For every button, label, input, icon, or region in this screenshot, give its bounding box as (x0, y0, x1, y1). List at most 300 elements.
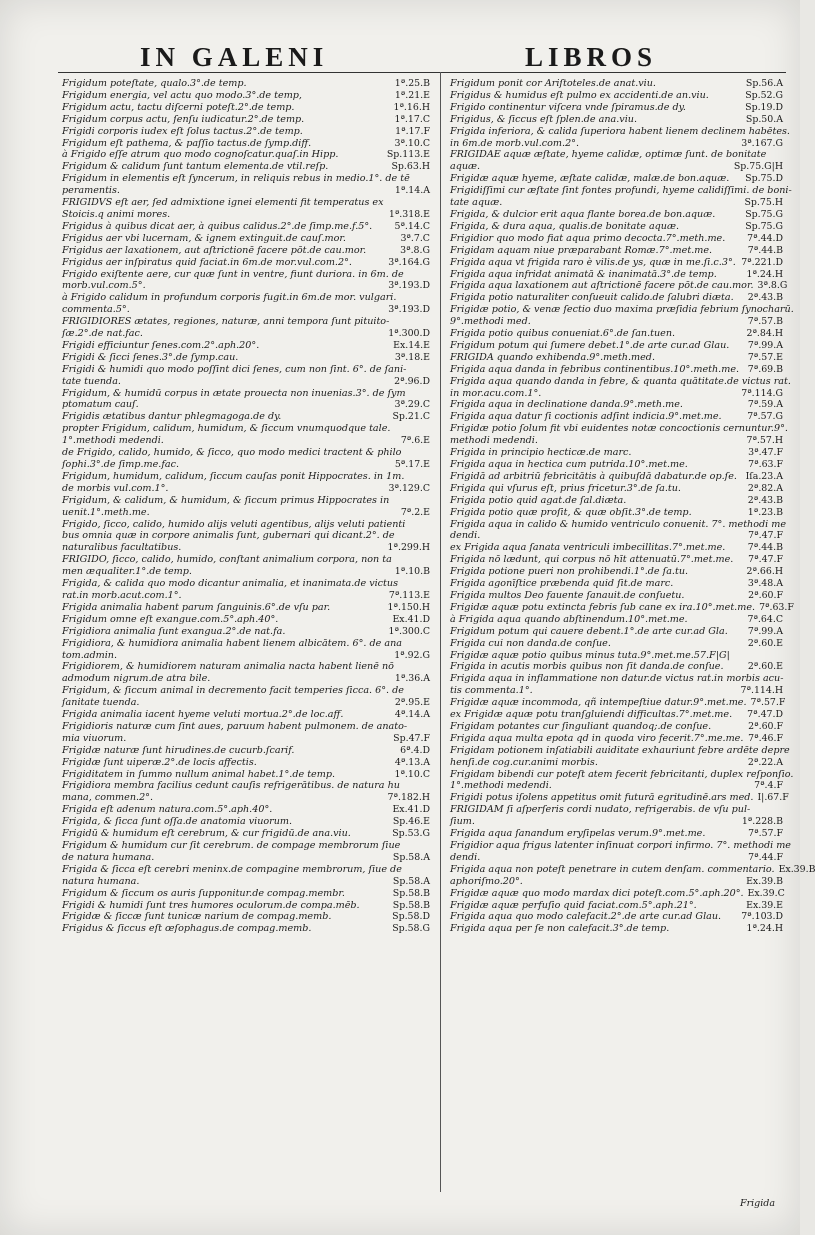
index-entry (450, 661, 783, 673)
entry-text: Frigida potio naturaliter conſueuit calido.de ſalubri diæta. (450, 292, 734, 304)
entry-text: Frigida aqua datur ſi coctionis adſint indicia.9°.met.me. (450, 411, 722, 423)
entry-text: Frigidam bibendi cur poteſt atem fecerit febricitanti, duplex reſponſio. (450, 768, 794, 780)
entry-text: tate tuenda. (62, 375, 121, 387)
entry-reference: Sp.75.G|H (733, 161, 783, 173)
index-entry (450, 114, 783, 126)
index-entry (62, 650, 430, 662)
index-entry (62, 221, 430, 233)
index-entry (62, 197, 430, 209)
index-entry (62, 149, 430, 161)
entry-text: FRIGIDAM ſi aſperſeris cordi nudato, refrigerabis. de vſu pul- (450, 804, 751, 816)
entry-text: Frigidū & humidum eſt cerebrum, & cur frigidū.de ana.viu. (62, 828, 351, 840)
entry-text: Frigidi & humidi quo modo poſſint dici ſenes, cum non ſint. 6°. de ſani- (62, 363, 407, 375)
entry-text: peramentis. (62, 185, 120, 197)
index-entry (62, 828, 430, 840)
index-entry (62, 209, 430, 221)
entry-text: Frigida, & dura aqua, qualis.de bonitate aquæ. (450, 220, 680, 232)
index-entry (450, 185, 792, 197)
entry-text: Frigida multos Deo fauente ſanauit.de conſuetu. (450, 589, 685, 601)
entry-reference: 2ª.96.D (394, 375, 430, 387)
index-entry (62, 709, 430, 721)
entry-text: Frigidæ aquæ incommoda, qñ intempeſtiue datur.9°.met.me. (450, 697, 747, 709)
index-entry (450, 423, 788, 435)
index-entry (450, 733, 783, 745)
entry-text: men æqualiter.1°.de temp. (62, 566, 192, 578)
entry-text: Frigida animalia iacent hyeme veluti mortua.2°.de loc.aff. (62, 709, 344, 721)
index-entry (450, 269, 783, 281)
entry-reference: Sp.46.E (392, 816, 430, 828)
index-entry (62, 257, 430, 269)
entry-text: Frigidioris naturæ cum ſint aues, paruum habent pulmonem. de anato- (62, 720, 408, 732)
entry-reference: 2ª.60.E (747, 637, 783, 649)
index-entry (62, 495, 430, 507)
entry-reference: 7ª.57.F (750, 697, 786, 709)
index-entry (450, 614, 783, 626)
entry-text: Frigidum corpus actu, ſenſu iudicatur.2°.de temp. (62, 113, 305, 125)
index-entry (62, 459, 430, 471)
index-entry (62, 590, 430, 602)
entry-text: dendi. (450, 530, 481, 542)
entry-text: Frigidis ætatibus dantur phlegmagoga.de dy. (62, 411, 282, 423)
entry-text: Frigida aqua non poteſt penetrare in cutem denſam. commentario. (450, 863, 775, 875)
entry-reference: 1ª.17.F (395, 125, 430, 137)
entry-text: Frigidus aer vbi lucernam, & ignem extinguit.de cauſ.mor. (62, 232, 346, 244)
index-entry (62, 614, 430, 626)
entry-reference: 3ª.193.D (388, 280, 430, 292)
entry-text: Frigida aqua in inflammatione non datur.de victus rat.in morbis acu- (450, 673, 784, 685)
index-entry (450, 173, 783, 185)
entry-reference: 1ª.92.G (394, 649, 430, 661)
entry-reference: 1ª.300.C (388, 625, 430, 637)
entry-reference: 2ª.95.E (394, 697, 430, 709)
entry-text: Frigida & ſicca eſt cerebri meninx.de compagine membrorum, ſiue de (62, 863, 402, 875)
entry-reference: 4ª.14.A (394, 709, 430, 721)
index-entry (62, 435, 430, 447)
entry-text: Frigidam aquam niue præparabant Romæ.7°.met.me. (450, 244, 713, 256)
entry-text: Frigida, & calida quo modo dicantur animalia, et inanimata.de victus (62, 578, 399, 590)
entry-text: Frigida potio quid agat.de ſal.diæta. (450, 494, 627, 506)
index-entry (450, 792, 789, 804)
entry-reference: Sp.58.A (392, 851, 430, 863)
index-entry (62, 483, 430, 495)
entry-reference: 7ª.221.D (741, 256, 783, 268)
entry-reference: 2ª.84.H (746, 328, 783, 340)
entry-reference: 7ª.6.E (400, 435, 430, 447)
entry-reference: 1ª.10.B (394, 566, 430, 578)
entry-reference: 3ª.7.C (400, 232, 430, 244)
index-entry (62, 185, 430, 197)
entry-text: Frigidus, & ſiccus eſt ſplen.de ana.viu. (450, 113, 638, 125)
entry-reference: Ex.39.B (778, 863, 815, 875)
entry-text: ſophi.3°.de ſimp.me.fac. (62, 459, 180, 470)
index-entry (450, 138, 783, 150)
running-head-left: IN GALENI (140, 42, 329, 72)
entry-reference: 3ª.129.C (388, 482, 430, 494)
entry-text: Frigida aqua quando danda in febre, & quanta quātitate.de victus rat. (450, 375, 791, 387)
entry-text: FRIGIDVS eſt aer, ſed admixtione ignei elementi fit temperatus ex (62, 197, 384, 209)
entry-reference: 7ª.69.B (747, 363, 783, 375)
running-head-right: LIBROS (525, 42, 658, 72)
entry-text: 1°.methodi medendi. (450, 780, 552, 792)
entry-reference: Sp.19.D (745, 101, 783, 113)
entry-reference: Sp.58.D (392, 911, 430, 923)
index-entry (62, 923, 430, 935)
entry-reference: Sp.113.E (386, 149, 430, 161)
entry-text: Frigidum eſt pathema, & paſſio tactus.de ſymp.diff. (62, 137, 312, 149)
entry-text: Frigidum potum qui ſumere debet.1°.de arte cur.ad Glau. (450, 339, 730, 351)
index-entry (62, 578, 430, 590)
index-entry (62, 340, 430, 352)
index-entry (62, 888, 430, 900)
entry-text: Frigidæ potio, & venæ ſectio duo maxima præſidia febrium ſynocharū. (450, 304, 794, 316)
entry-text: uenit.1°.meth.me. (62, 506, 150, 518)
entry-text: FRIGIDO, ſicco, calido, humido, conſtant animalium corpora, non ta (62, 554, 392, 566)
entry-text: 9°.methodi med. (450, 316, 531, 328)
index-entry (62, 697, 430, 709)
index-entry (62, 626, 430, 638)
index-entry (450, 744, 790, 757)
index-entry (450, 518, 787, 531)
index-entry (450, 257, 783, 269)
entry-text: in 6m.de morb.vul.com.2°. (450, 137, 580, 149)
entry-text: Frigida aqua danda in febribus continentibus.10°.meth.me. (450, 363, 740, 375)
entry-text: Frigidus aer inſpiratus quid faciat.in 6m.de mor.vul.com.2°. (62, 256, 352, 268)
entry-text: Frigidiora, & humidiora animalia habent lienem albicātem. 6°. de ana (62, 637, 402, 649)
index-entry (450, 495, 783, 507)
entry-text: morb.vul.com.5°. (62, 280, 146, 292)
entry-reference: Sp.58.A (392, 875, 430, 887)
entry-reference: Sp.58.B (392, 899, 430, 911)
index-entry (450, 399, 783, 411)
index-entry (62, 90, 430, 102)
index-entry (62, 161, 430, 173)
index-entry (62, 245, 430, 257)
entry-text: tom.admin. (62, 649, 118, 661)
entry-reference: 7ª.114.H (740, 685, 783, 697)
index-entry (450, 863, 815, 876)
entry-reference: 1ª.24.H (746, 268, 783, 280)
index-entry (62, 280, 430, 292)
entry-text: Frigidum poteſtate, qualo.3°.de temp. (62, 78, 247, 89)
entry-text: de Frigido, calido, humido, & ſicco, quo modo medici tractent & philo (62, 447, 402, 459)
entry-reference: 7ª.99.A (747, 625, 783, 637)
entry-reference: I|.67.F (757, 792, 789, 804)
entry-reference: 7ª.44.D (747, 232, 783, 244)
entry-reference: Ex.39.C (747, 887, 785, 899)
entry-text: Frigida aqua infridat animatā & inanimatā.3°.de temp. (450, 268, 717, 280)
entry-text: commenta.5°. (62, 304, 130, 316)
entry-reference: 2ª.60.E (747, 661, 783, 673)
index-entry (450, 911, 783, 923)
entry-text: Frigidæ aquæ perfuſio quid faciat.com.5°.aph.21°. (450, 899, 697, 911)
index-entry (62, 519, 430, 531)
entry-reference: Sp.52.G (745, 89, 783, 101)
index-entry (62, 792, 430, 804)
entry-text: Frigidi corporis iudex eſt ſolus tactus.2°.de temp. (62, 125, 303, 137)
index-entry (450, 221, 783, 233)
entry-reference: 1ª.16.H (393, 101, 430, 113)
index-entry (450, 768, 794, 781)
entry-reference: 5ª.17.E (394, 459, 430, 470)
entry-reference: 1ª.150.H (387, 601, 430, 613)
index-entry (62, 233, 430, 245)
index-entry (62, 352, 430, 364)
index-entry (62, 530, 430, 542)
catchword: Frigida (740, 1198, 776, 1209)
entry-text: Frigidum & humidum cur ſit cerebrum. de compage membrorum ſiue (62, 840, 401, 851)
index-entry (450, 840, 791, 852)
entry-text: Frigidum, & calidum, & humidum, & ſiccum primus Hippocrates in (62, 494, 390, 506)
entry-text: Frigida aqua per ſe non calefacit.3°.de temp. (450, 923, 670, 935)
entry-reference: 7ª.44.F (748, 851, 783, 863)
entry-reference: Sp.58.B (392, 887, 430, 899)
entry-text: Frigidum & calidum ſunt tantum elementa.de vtil.reſp. (62, 161, 329, 173)
entry-text: henſi.de cog.cur.animi morbis. (450, 756, 598, 768)
entry-reference: Sp.50.A (745, 113, 783, 125)
index-entry (450, 650, 783, 662)
entry-reference: 3ª.48.A (747, 578, 783, 590)
entry-text: de natura humana. (62, 851, 155, 863)
entry-reference: 7ª.46.F (748, 732, 783, 744)
entry-text: Frigidus & ſiccus eſt œſophagus.de compag.memb. (62, 923, 312, 935)
entry-text: ſium. (450, 816, 475, 828)
entry-reference: 1ª.23.B (747, 506, 783, 518)
index-entry (450, 673, 783, 685)
entry-text: Frigida aqua laxationem aut aſtrictionē facere pōt.de cau.mor. (450, 280, 754, 292)
column-divider (440, 72, 441, 1192)
index-entry (450, 209, 783, 221)
entry-reference: 7ª.182.H (387, 792, 430, 804)
index-entry (450, 626, 783, 638)
index-entry (450, 578, 783, 590)
entry-text: Frigidiſſimi cur æſtate ſint fontes profundi, hyeme calidiſſimi. de boni- (450, 185, 792, 197)
entry-reference: 2ª.60.F (748, 720, 783, 732)
index-entry (62, 673, 430, 685)
index-entry (62, 900, 430, 912)
entry-reference: 1ª.300.D (388, 328, 430, 340)
entry-reference: 7ª.99.A (747, 339, 783, 351)
entry-text: Frigida inferiora, & calida ſuperiora habent lienem declinem habētes. (450, 125, 790, 137)
index-entry (450, 888, 783, 900)
entry-text: Frigiditatem in ſummo nullum animal habet.1°.de temp. (62, 768, 336, 780)
index-entry (450, 566, 783, 578)
entry-reference: Sp.58.G (392, 923, 430, 935)
entry-text: Frigidior quo modo fiat aqua primo decocta.7°.meth.me. (450, 232, 726, 244)
index-entry (62, 388, 430, 400)
entry-reference: 7ª.63.F (748, 459, 783, 470)
entry-text: dendi. (450, 851, 481, 863)
entry-text: Frigido, ſicco, calido, humido alijs veluti agentibus, alijs veluti patienti (62, 518, 406, 530)
entry-reference: 6ª.4.D (400, 744, 430, 756)
entry-text: à Frigido calidum in profundum corporis fugit.in 6m.de mor. vulgari. (62, 292, 397, 304)
entry-reference: 3ª.18.E (394, 351, 430, 363)
index-entry (62, 602, 430, 614)
entry-reference: Ex.39.B (746, 875, 783, 887)
entry-reference: Sp.21.C (392, 411, 430, 423)
index-entry (450, 601, 794, 614)
entry-reference: 1ª.25.B (394, 78, 430, 89)
entry-text: aphoriſmo.20°. (450, 875, 523, 887)
index-entry (450, 780, 783, 792)
index-entry (450, 554, 783, 566)
index-entry (62, 876, 430, 888)
entry-text: Frigidum in elementis eſt ſyncerum, in reliquis rebus in medio.1°. de tē (62, 173, 410, 185)
entry-text: Frigida nō lædunt, qui corpus nō hīt attenuatū.7°.met.me. (450, 554, 734, 566)
entry-text: tate aquæ. (450, 197, 503, 209)
entry-reference: 7ª.114.G (741, 387, 783, 399)
entry-reference: 7ª.47.F (748, 530, 783, 542)
entry-reference: Sp.53.G (392, 828, 430, 840)
entry-reference: 1ª.10.C (394, 768, 430, 780)
entry-reference: 3ª.10.C (394, 137, 430, 149)
entry-text: Frigidum, & ſiccum animal in decremento facit temperies ſicca. 6°. de (62, 685, 404, 697)
index-entry (62, 423, 430, 435)
index-entry (62, 173, 430, 185)
entry-reference: 1ª.299.H (387, 542, 430, 554)
index-entry (62, 769, 430, 781)
entry-text: Frigida aqua multa epota qd in quoda viro fecerit.7°.me.me. (450, 732, 744, 744)
entry-reference: Ex.41.D (392, 804, 430, 816)
entry-reference: Ex.39.E (746, 899, 783, 911)
index-entry (62, 304, 430, 316)
index-entry (450, 530, 783, 542)
entry-text: ex Frigidæ aquæ potu tranſgluiendi difficultas.7°.met.me. (450, 709, 733, 721)
index-entry (450, 197, 783, 209)
index-entry (450, 340, 783, 352)
entry-text: methodi medendi. (450, 435, 538, 447)
index-entry (62, 757, 430, 769)
index-entry (450, 471, 783, 483)
entry-reference: 7ª.57.G (747, 411, 783, 423)
index-entry (62, 638, 430, 650)
entry-reference: 2ª.43.B (747, 494, 783, 506)
entry-reference: 7ª.47.F (748, 554, 783, 566)
index-entry (62, 685, 430, 697)
entry-reference: 3ª.47.F (748, 447, 783, 459)
index-entry (62, 745, 430, 757)
index-entry (450, 483, 783, 495)
entry-reference: 7ª.64.C (747, 613, 783, 625)
index-entry (450, 542, 783, 554)
index-entry (62, 566, 430, 578)
index-entry (62, 399, 430, 411)
entry-reference: 7ª.44.B (747, 244, 783, 256)
entry-text: Frigidi potus iſolens appetitus omit futurā egritudinē.ars med. (450, 792, 754, 804)
entry-text: Frigida aqua in declinatione danda.9°.meth.me. (450, 399, 683, 411)
entry-reference: Ex.14.E (393, 339, 430, 351)
index-entry (450, 816, 783, 828)
entry-text: admodum nigrum.de atra bile. (62, 673, 211, 685)
entry-text: aquæ. (450, 161, 481, 173)
index-entry (62, 852, 430, 864)
entry-text: Frigidæ naturæ ſunt hirudines.de cucurb.ſcarif. (62, 744, 295, 756)
entry-text: Frigidi & humidi ſunt tres humores oculorum.de compa.mēb. (62, 899, 360, 911)
index-entry (450, 292, 783, 304)
entry-reference: Sp.75.G (745, 208, 783, 220)
entry-reference: Sp.75.H (744, 197, 783, 209)
entry-text: de morbis vul.com.1°. (62, 482, 169, 494)
index-entry (62, 804, 430, 816)
index-entry (450, 804, 783, 816)
entry-text: Frigidum, humidum, calidum, ſiccum cauſas ponit Hippocrates. in 1m. (62, 470, 405, 482)
index-entry (62, 864, 430, 876)
index-entry (450, 638, 783, 650)
entry-reference: 3ª.164.G (388, 256, 430, 268)
entry-reference: 1ª.17.C (394, 113, 430, 125)
index-entry (450, 388, 783, 400)
entry-text: Frigidum energia, vel actu quo modo.3°.de temp, (62, 89, 302, 101)
entry-reference: 7ª.63.F (759, 601, 794, 613)
entry-text: FRIGIDIORES ætates, regiones, naturæ, anni tempora ſunt pituito- (62, 316, 390, 328)
index-entry (62, 269, 430, 281)
index-entry (62, 661, 430, 673)
entry-text: Frigida aqua vt frigida raro è vilis.de ys, quæ in me.ſi.c.3°. (450, 256, 736, 268)
left-index-column (62, 78, 430, 1218)
entry-reference: Ex.41.D (392, 613, 430, 625)
index-entry (450, 709, 783, 721)
index-entry (62, 292, 430, 304)
index-entry (450, 280, 788, 292)
entry-reference: 7ª.59.A (747, 399, 783, 411)
entry-text: 1°.methodi medendi. (62, 435, 164, 447)
entry-text: Frigidæ ſunt uiperæ.2°.de locis affectis. (62, 756, 257, 768)
entry-text: Frigida aqua quo modo calefacit.2°.de arte cur.ad Glau. (450, 911, 722, 923)
entry-reference: 2ª.60.F (748, 589, 783, 601)
entry-text: Frigidam potantes cur ſinguliant quandoq;.de conſue. (450, 720, 712, 732)
index-entry (62, 316, 430, 328)
entry-text: Frigidiora membra facilius cedunt cauſis refrigerātibus. de natura hu (62, 780, 400, 792)
entry-reference: 7ª.44.B (747, 542, 783, 554)
entry-text: naturalibus facultatibus. (62, 542, 182, 554)
entry-text: propter Frigidum, calidum, humidum, & ſiccum vnumquodque tale. (62, 423, 391, 435)
entry-reference: 5ª.14.C (394, 220, 430, 232)
entry-reference: 1ª.24.H (746, 923, 783, 935)
index-entry (450, 304, 794, 316)
entry-reference: 1ª.228.B (741, 816, 783, 828)
index-entry (450, 507, 783, 519)
entry-reference: 3ª.29.C (394, 399, 430, 411)
entry-text: à Frigida aqua quando abſtinendum.10°.met.me. (450, 613, 688, 625)
index-entry (450, 102, 783, 114)
entry-text: Frigido exiſtente aere, cur quæ ſunt in ventre, fiunt duriora. in 6m. de (62, 268, 404, 280)
entry-text: Frigida potione pueri non prohibendi.1°.de ſa.tu. (450, 566, 689, 578)
index-entry (62, 78, 430, 90)
entry-text: FRIGIDA quando exhibenda.9°.meth.med. (450, 351, 655, 363)
index-entry (62, 554, 430, 566)
entry-text: Stoicis.q animi mores. (62, 208, 171, 220)
index-entry (450, 459, 783, 471)
entry-reference: 7ª.103.D (741, 911, 783, 923)
running-header (0, 0, 800, 74)
index-entry (62, 780, 430, 792)
index-entry (450, 411, 783, 423)
entry-reference: 1ª.21.E (394, 89, 430, 101)
index-entry (450, 375, 791, 388)
index-entry (62, 447, 430, 459)
index-entry (62, 733, 430, 745)
entry-reference: 3ª.167.G (741, 137, 783, 149)
index-entry (450, 828, 783, 840)
entry-text: FRIGIDAE aquæ æſtate, hyeme calidæ, optimæ ſunt. de bonitate (450, 149, 767, 161)
entry-text: Frigida potio quæ proſit, & quæ obſit.3°.de temp. (450, 506, 692, 518)
entry-text: Frigidum actu, tactu diſcerni poteſt.2°.de temp. (62, 101, 295, 113)
entry-text: in mor.acu.com.1°. (450, 387, 542, 399)
entry-text: Frigidum omne eſt exangue.com.5°.aph.40°. (62, 613, 279, 625)
index-entry (62, 328, 430, 340)
index-entry (450, 316, 783, 328)
entry-text: Frigida cui non danda.de conſue. (450, 637, 611, 649)
index-entry (450, 447, 783, 459)
